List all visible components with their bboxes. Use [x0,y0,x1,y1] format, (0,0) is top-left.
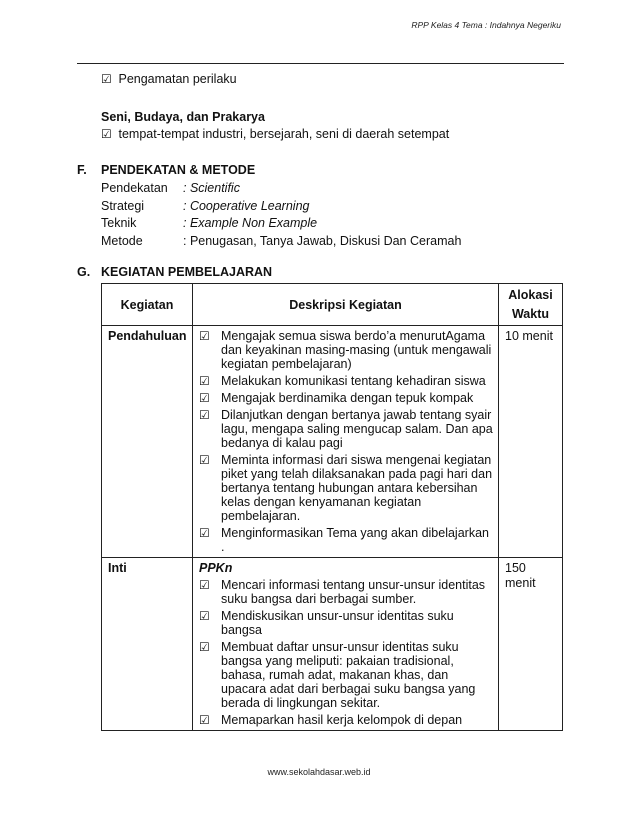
checked-box-icon: ☑ [101,127,112,141]
table-row [102,558,563,731]
header-description: Deskripsi Kegiatan [193,284,499,326]
list-item [193,713,494,727]
list-item-text: Mendiskusikan unsur-unsur identitas suku bangsa [221,609,454,637]
list-item-text: Memaparkan hasil kerja kelompok di depan [221,713,463,727]
header-time: Alokasi Waktu [499,284,563,326]
list-item-text: Mengajak berdinamika dengan tepuk kompak [221,391,474,405]
checked-box-icon: ☑ [199,640,210,654]
description-cell [193,558,499,731]
list-item [193,329,494,371]
approach-value: : Scientific [183,181,240,195]
sbdp-heading: Seni, Budaya, dan Prakarya [101,110,265,124]
observation-item [101,72,237,86]
list-item-text: Mencari informasi tentang unsur-unsur identitas suku bangsa dari berbagai sumber. [221,578,486,606]
list-item [193,640,494,710]
activity-list [193,578,494,727]
list-item [193,526,494,554]
list-item-text: Dilanjutkan dengan bertanya jawab tentang syair lagu, mengapa saling mengucap salam. Dan apa bedanya di kalau pagi [221,408,493,450]
checked-box-icon: ☑ [199,609,210,623]
list-item-text: Meminta informasi dari siswa mengenai kegiatan piket yang telah dilaksanakan pada pagi hari dan bertanya tentang hubungan antara kebersihan kelas dengan kenyamanan kegiatan pembelajaran. [221,453,493,523]
list-item-text: Melakukan komunikasi tentang kehadiran siswa [221,374,486,388]
table-header-row [102,284,563,326]
checked-box-icon: ☑ [199,391,210,405]
list-item [193,374,494,388]
checked-box-icon: ☑ [199,453,210,467]
table-row [102,326,563,558]
sbdp-item-text: tempat-tempat industri, bersejarah, seni di daerah setempat [118,127,450,141]
subject-subheading: PPKn [199,561,233,575]
list-item [193,578,494,606]
list-item [193,391,494,405]
approach-value: : Example Non Example [183,216,318,230]
checked-box-icon: ☑ [199,408,210,422]
list-item-text: Membuat daftar unsur-unsur identitas suku bangsa yang meliputi: pakaian tradisional, bahasa, rumah adat, makanan khas, dan upacara adat dari berbagai suku bangsa yang berada di lingkungan sekitar. [221,640,476,710]
approach-value: : Penugasan, Tanya Jawab, Diskusi Dan Ceramah [183,234,462,248]
approach-label: Pendekatan [101,181,168,195]
activity-cell: Pendahuluan [102,326,193,558]
checked-box-icon: ☑ [199,374,210,388]
checked-box-icon: ☑ [199,713,210,727]
checked-box-icon: ☑ [101,72,112,86]
time-allocation-cell: 10 menit [499,326,563,558]
list-item [193,609,494,637]
section-g-number: G. [77,265,91,279]
footer-url: www.sekolahdasar.web.id [267,767,371,777]
checked-box-icon: ☑ [199,578,210,592]
section-f-number: F. [77,163,87,177]
activity-table [101,283,563,731]
checked-box-icon: ☑ [199,329,210,343]
observation-text: Pengamatan perilaku [118,72,237,86]
header-rule [77,63,564,64]
approach-label: Strategi [101,199,145,213]
checked-box-icon: ☑ [199,526,210,540]
list-item [193,408,494,450]
description-cell [193,326,499,558]
approach-value: : Cooperative Learning [183,199,310,213]
list-item-text: Mengajak semua siswa berdo’a menurutAgama dan keyakinan masing-masing (untuk mengawali kegiatan pembelajaran) [221,329,492,371]
activity-cell: Inti [102,558,193,731]
activity-list [193,329,494,554]
header-activity: Kegiatan [102,284,193,326]
sbdp-item [101,127,449,141]
list-item [193,453,494,523]
approach-label: Teknik [101,216,137,230]
list-item-text: Menginformasikan Tema yang akan dibelajarkan . [221,526,489,554]
running-header: RPP Kelas 4 Tema : Indahnya Negeriku [411,20,561,30]
approach-label: Metode [101,234,143,248]
time-allocation-cell: 150 menit [499,558,563,731]
section-f-heading: PENDEKATAN & METODE [101,163,256,177]
section-g-heading: KEGIATAN PEMBELAJARAN [101,265,273,279]
